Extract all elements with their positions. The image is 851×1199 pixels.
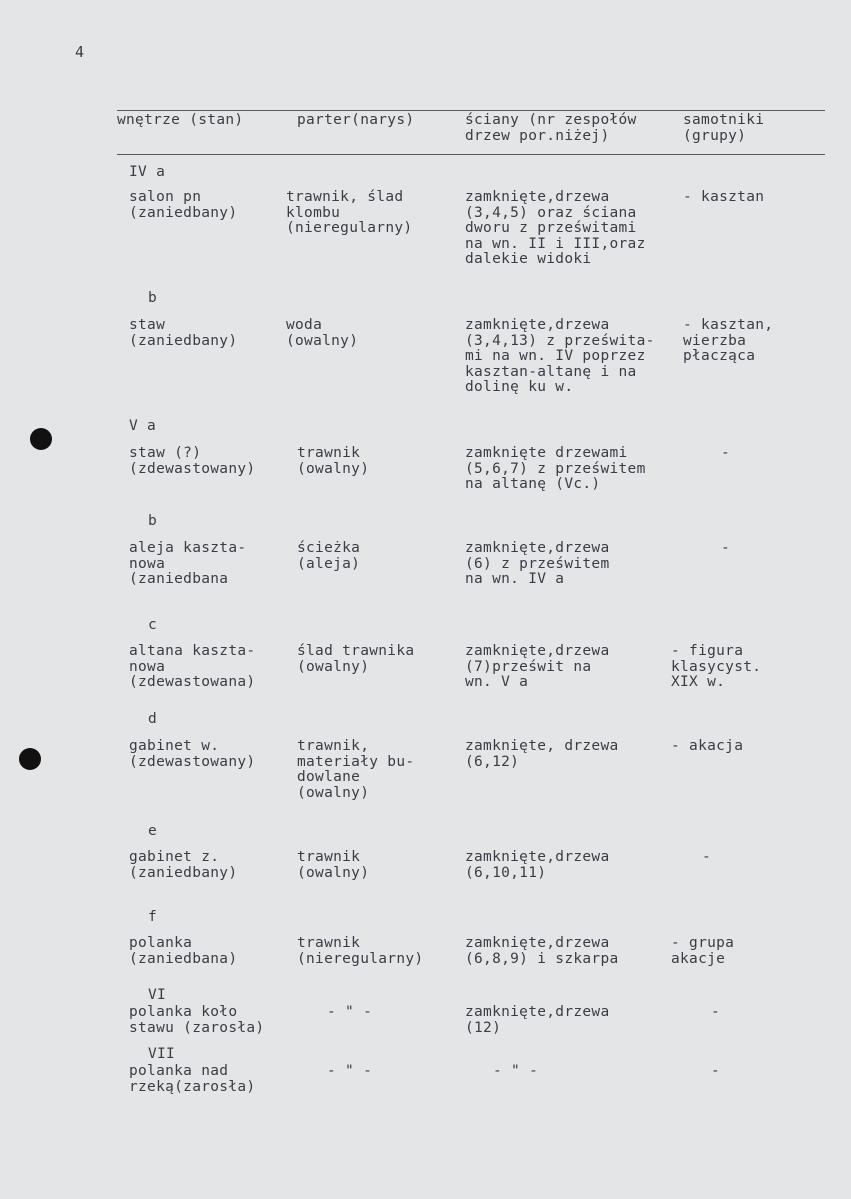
punch-hole-top [30, 428, 52, 450]
row-solitaires: - kasztan [683, 189, 765, 205]
row-interior: polanka nad rzeką(zarosła) [129, 1063, 256, 1095]
row-label: d [148, 711, 158, 727]
row-label: VI [148, 987, 167, 1003]
punch-hole-bottom [19, 748, 41, 770]
row-parterre: trawnik, materiały bu- dowlane (owalny) [297, 738, 415, 801]
row-parterre: trawnik (owalny) [297, 445, 370, 477]
row-label: IV a [129, 164, 166, 180]
row-walls: zamknięte,drzewa (7)prześwit na wn. V a [465, 643, 610, 691]
row-walls: zamknięte,drzewa (6,10,11) [465, 849, 610, 881]
row-walls: zamknięte,drzewa (6,8,9) i szkarpa [465, 935, 619, 967]
row-parterre: woda (owalny) [286, 317, 359, 349]
row-interior: aleja kaszta- nowa (zaniedbana [129, 540, 247, 588]
row-walls: zamknięte, drzewa (6,12) [465, 738, 619, 770]
row-solitaires: - grupa akacje [671, 935, 735, 967]
row-walls: zamknięte,drzewa (6) z prześwitem na wn. IV a [465, 540, 610, 588]
row-label: V a [129, 418, 157, 434]
row-solitaires: - akacja [671, 738, 744, 754]
header-col-walls: ściany (nr zespołów drzew por.niżej) [465, 112, 637, 144]
row-walls: zamknięte drzewami (5,6,7) z prześwitem na altanę (Vc.) [465, 445, 646, 493]
row-label: b [148, 513, 158, 529]
page-number: 4 [75, 43, 85, 61]
row-parterre: - " - [327, 1063, 373, 1079]
row-solitaires: - [711, 1004, 721, 1020]
row-solitaires: - [721, 540, 731, 556]
row-solitaires: - [711, 1063, 721, 1079]
row-interior: gabinet z. (zaniedbany) [129, 849, 238, 881]
row-solitaires: - figura klasycyst. XIX w. [671, 643, 762, 691]
row-label: f [148, 909, 158, 925]
row-parterre: trawnik (owalny) [297, 849, 370, 881]
row-walls: - " - [493, 1063, 539, 1079]
row-label: e [148, 823, 158, 839]
row-interior: polanka koło stawu (zarosła) [129, 1004, 265, 1036]
header-rule-top [117, 110, 825, 111]
row-label: VII [148, 1046, 176, 1062]
row-label: c [148, 617, 158, 633]
row-solitaires: - kasztan, wierzba płacząca [683, 317, 774, 365]
row-parterre: trawnik (nieregularny) [297, 935, 424, 967]
row-label: b [148, 290, 158, 306]
row-solitaires: - [721, 445, 731, 461]
row-interior: salon pn (zaniedbany) [129, 189, 238, 221]
row-parterre: trawnik, ślad klombu (nieregularny) [286, 189, 413, 237]
header-col-solitaires: samotniki (grupy) [683, 112, 765, 144]
row-interior: altana kaszta- nowa (zdewastowana) [129, 643, 256, 691]
row-solitaires: - [702, 849, 712, 865]
row-walls: zamknięte,drzewa (3,4,5) oraz ściana dworu z prześwitami na wn. II i III,oraz dalekie widoki [465, 189, 646, 268]
row-interior: gabinet w. (zdewastowany) [129, 738, 256, 770]
row-interior: staw (zaniedbany) [129, 317, 238, 349]
row-parterre: ślad trawnika (owalny) [297, 643, 415, 675]
header-rule-bottom [117, 154, 825, 155]
row-interior: polanka (zaniedbana) [129, 935, 238, 967]
row-walls: zamknięte,drzewa (12) [465, 1004, 610, 1036]
row-parterre: - " - [327, 1004, 373, 1020]
header-col-parterre: parter(narys) [297, 112, 415, 128]
row-walls: zamknięte,drzewa (3,4,13) z prześwita- mi na wn. IV poprzez kasztan-altanę i na dolinę ku w. [465, 317, 655, 396]
row-parterre: ścieżka (aleja) [297, 540, 361, 572]
header-col-interior: wnętrze (stan) [117, 112, 244, 128]
row-interior: staw (?) (zdewastowany) [129, 445, 256, 477]
